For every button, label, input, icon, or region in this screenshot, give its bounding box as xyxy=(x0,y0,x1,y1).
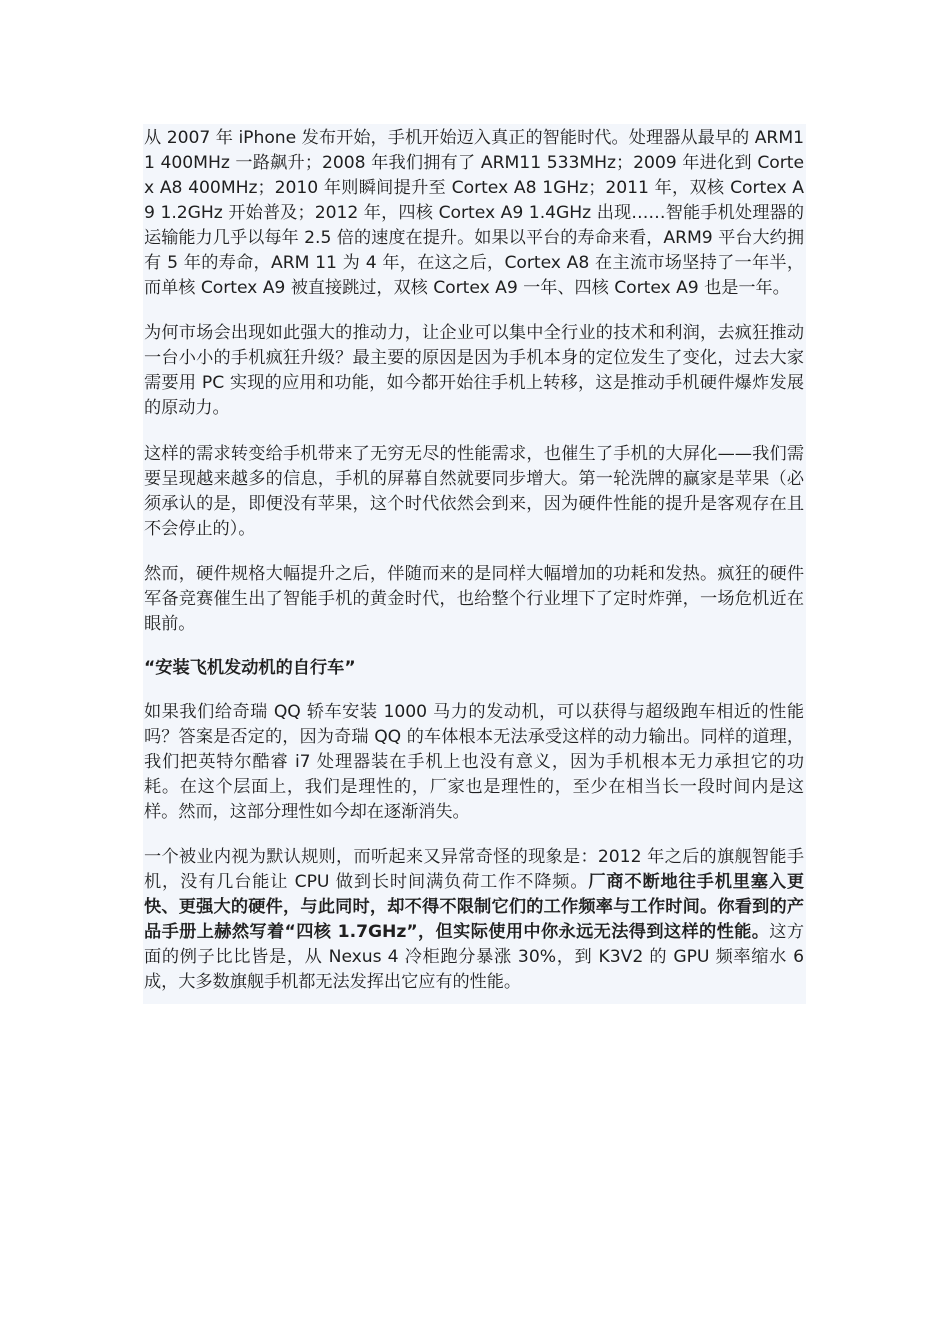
section-heading: “安装飞机发动机的自行车” xyxy=(144,658,356,678)
paragraph-smartphone-era: 从 2007 年 iPhone 发布开始，手机开始迈入真正的智能时代。处理器从最早的 ARM11 400MHz 一路飙升；2008 年我们拥有了 ARM11 533MHz；2009 年进化到 Cortex A8 400MHz；2010 年则瞬间提升至 Cortex A8 1GHz；2011 年，双核 Cortex A9 1.2GHz 开始普及；2012 年，四核 Cortex A9 1.4GHz 出现……智能手机处理器的运输能力几乎以每年 2.5 倍的速度在提升。如果以平台的寿命来看，ARM9 平台大约拥有 5 年的寿命，ARM 11 为 4 年，在这之后，Cortex A8 在主流市场坚持了一年半，而单核 Cortex A9 被直接跳过，双核 Cortex A9 一年、四核 Cortex A9 也是一年。 xyxy=(144,128,804,298)
paragraph-performance-demand: 这样的需求转变给手机带来了无穷无尽的性能需求，也催生了手机的大屏化——我们需要呈现越来越多的信息，手机的屏幕自然就要同步增大。第一轮洗牌的赢家是苹果（必须承认的是，即便没有苹果，这个时代依然会到来，因为硬件性能的提升是客观存在且不会停止的）。 xyxy=(144,444,804,539)
paragraph-throttling xyxy=(144,845,804,995)
article-body xyxy=(143,124,806,1004)
paragraph-power-heat: 然而，硬件规格大幅提升之后，伴随而来的是同样大幅增加的功耗和发热。疯狂的硬件军备竞赛催生出了智能手机的黄金时代，也给整个行业埋下了定时炸弹，一场危机近在眼前。 xyxy=(144,564,804,634)
paragraph-engine-analogy: 如果我们给奇瑞 QQ 轿车安装 1000 马力的发动机，可以获得与超级跑车相近的性能吗？答案是否定的，因为奇瑞 QQ 的车体根本无法承受这样的动力输出。同样的道理，我们把英特尔酷睿 i7 处理器装在手机上也没有意义，因为手机根本无力承担它的功耗。在这个层面上，我们是理性的，厂家也是理性的，至少在相当长一段时间内是这样。然而，这部分理性如今却在逐渐消失。 xyxy=(144,702,804,822)
paragraph-market-drive: 为何市场会出现如此强大的推动力，让企业可以集中全行业的技术和利润，去疯狂推动一台小小的手机疯狂升级？最主要的原因是因为手机本身的定位发生了变化，过去大家需要用 PC 实现的应用和功能，如今都开始往手机上转移，这是推动手机硬件爆炸发展的原动力。 xyxy=(144,323,804,418)
throttling-intro: 一个被业内视为默认规则，而听起来又异常奇怪的现象是：2012 年之后的旗舰智能手机，没有几台能让 CPU 做到长时间满负荷工作不降频。 xyxy=(144,847,804,892)
throttling-outro: 这方面的例子比比皆是，从 Nexus 4 冷柜跑分暴涨 30%，到 K3V2 的 GPU 频率缩水 6 成，大多数旗舰手机都无法发挥出它应有的性能。 xyxy=(144,922,804,992)
throttling-emphasis: 厂商不断地往手机里塞入更快、更强大的硬件，与此同时，却不得不限制它们的工作频率与工作时间。你看到的产品手册上赫然写着“四核 1.7GHz”，但实际使用中你永远无法得到这样的性能。 xyxy=(144,872,805,942)
